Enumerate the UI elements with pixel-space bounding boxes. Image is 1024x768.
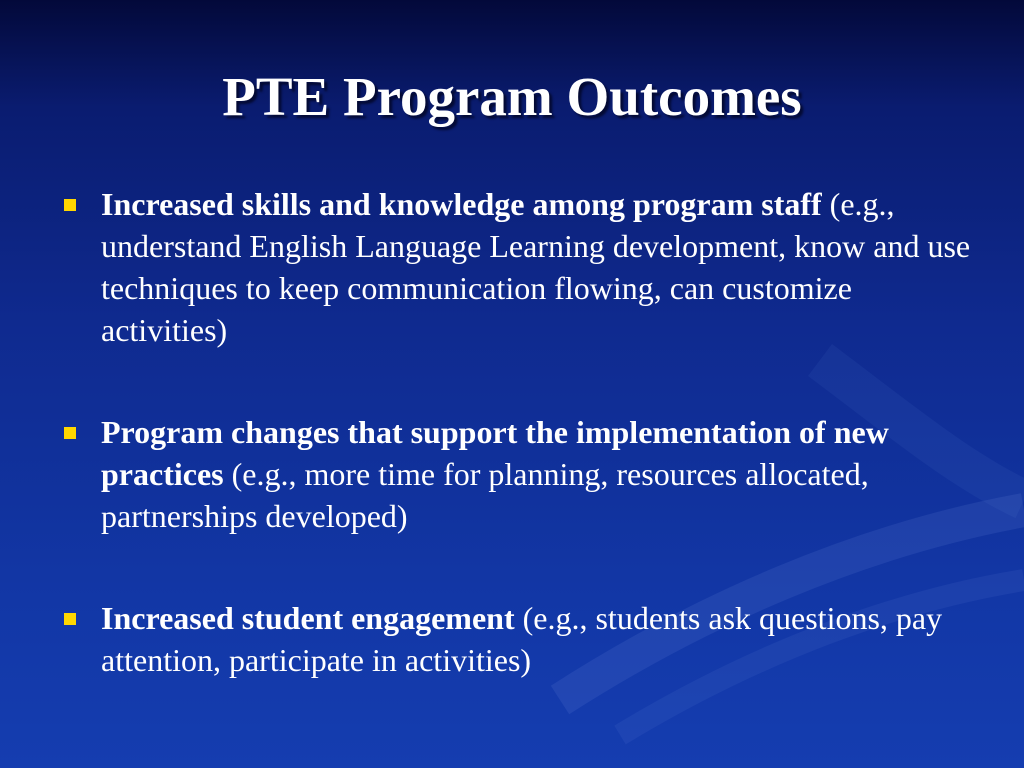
bullet-item-staff-skills — [62, 183, 977, 351]
slide-title: PTE Program Outcomes — [222, 66, 802, 127]
bullet-item-student-engagement — [62, 597, 977, 681]
bullet-lead-text: Increased skills and knowledge among program staff — [101, 186, 822, 222]
bullet-lead-text: Increased student engagement — [101, 600, 515, 636]
bullet-lead-text: Program changes that support the implementation of new practices — [101, 414, 889, 492]
bullet-list — [62, 183, 977, 681]
bullet-detail-text: (e.g., understand English Language Learning development, know and use techniques to keep communication flowing, can customize activities) — [101, 186, 971, 348]
bullet-detail-text: (e.g., students ask questions, pay attention, participate in activities) — [101, 600, 943, 678]
bullet-item-program-changes — [62, 411, 977, 537]
square-bullet-icon — [64, 199, 76, 211]
square-bullet-icon — [64, 427, 76, 439]
bullet-detail-text: (e.g., more time for planning, resources allocated, partnerships developed) — [101, 456, 869, 534]
square-bullet-icon — [64, 613, 76, 625]
